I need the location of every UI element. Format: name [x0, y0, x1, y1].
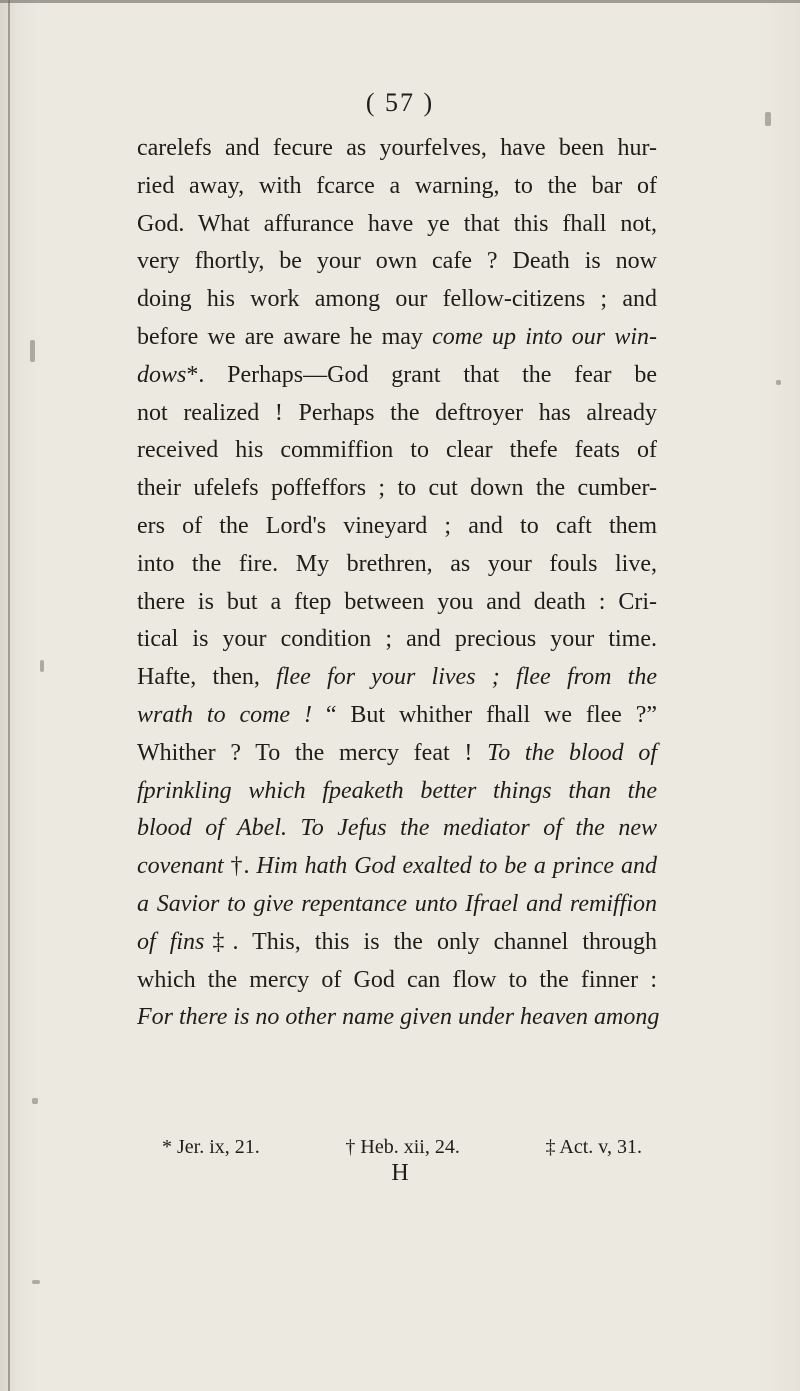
- text-line: [137, 924, 657, 962]
- italic-run: a Savior to give repentance unto Ifrael and remiffion: [137, 890, 657, 917]
- text-line: [137, 659, 657, 697]
- text-run: Whither ? To the mercy feat !: [137, 739, 488, 766]
- text-line: [137, 735, 657, 773]
- text-run: tical is your condition ; and precious your time.: [137, 626, 657, 653]
- text-run: which the mercy of God can flow to the finner :: [137, 966, 657, 993]
- text-run: their ufelefs poffeffors ; to cut down the cumber-: [137, 475, 657, 502]
- text-line: [137, 508, 657, 546]
- italic-run: come up into our win-: [432, 323, 657, 350]
- text-run: not realized ! Perhaps the deftroyer has already: [137, 399, 657, 426]
- text-line: [137, 810, 657, 848]
- top-edge-rule: [0, 0, 800, 3]
- text-line: [137, 168, 657, 206]
- italic-run: of fins: [137, 928, 205, 955]
- text-line: [137, 470, 657, 508]
- text-line: [137, 357, 657, 395]
- text-run: †.: [223, 853, 257, 880]
- text-run: ‡. This, this is the only channel through: [204, 928, 657, 955]
- text-line: [137, 281, 657, 319]
- margin-speck: [765, 112, 771, 126]
- text-line: [137, 432, 657, 470]
- margin-speck: [776, 380, 781, 385]
- page-number: ( 57 ): [365, 88, 435, 117]
- italic-run: wrath to come !: [137, 701, 312, 728]
- margin-speck: [30, 340, 35, 362]
- footnote: * Jer. ix, 21.: [162, 1136, 260, 1158]
- text-run: into the fire. My brethren, as your fouls live,: [137, 550, 657, 577]
- footnote: † Heb. xii, 24.: [345, 1136, 460, 1158]
- italic-run: For there is no other name given under heaven among: [137, 1004, 660, 1031]
- text-line: [137, 999, 660, 1037]
- text-line: [137, 962, 657, 1000]
- text-line: [137, 886, 657, 924]
- text-run: ers of the Lord's vineyard ; and to caft them: [137, 512, 657, 539]
- text-run: ried away, with fcarce a warning, to the bar of: [137, 172, 657, 199]
- italic-run: blood of Abel. To Jefus the mediator of the new: [137, 815, 657, 842]
- footnotes: [162, 1136, 642, 1159]
- text-run: before we are aware he may: [137, 323, 433, 350]
- text-line: [137, 773, 657, 811]
- text-run: carelefs and fecure as yourfelves, have been hur-: [137, 135, 657, 161]
- text-run: doing his work among our fellow-citizens ; and: [137, 286, 657, 313]
- margin-speck: [40, 660, 44, 672]
- text-run: there is but a ftep between you and death : Cri-: [137, 588, 657, 615]
- text-line: [137, 319, 657, 357]
- text-line: [137, 848, 657, 886]
- italic-run: fprinkling which fpeaketh better things than the: [137, 777, 657, 804]
- text-run: “ But whither fhall we flee ?”: [311, 701, 658, 728]
- text-line: [137, 546, 657, 584]
- text-run: received his commiffion to clear thefe feats of: [137, 437, 657, 464]
- italic-run: flee for your lives ; flee from the: [276, 664, 657, 691]
- text-line: [137, 395, 657, 433]
- footnote: ‡ Act. v, 31.: [545, 1136, 642, 1158]
- body-text: [137, 130, 660, 1037]
- italic-run: To the blood of: [487, 739, 657, 766]
- italic-run: Him hath God exalted to be a prince and: [256, 853, 658, 880]
- text-line: [137, 243, 657, 281]
- signature-mark: H: [391, 1160, 409, 1186]
- text-line: [137, 697, 657, 735]
- italic-run: dows: [137, 361, 187, 388]
- text-run: Hafte, then,: [137, 664, 277, 691]
- text-line: [137, 206, 657, 244]
- margin-speck: [32, 1280, 40, 1284]
- text-line: [137, 584, 657, 622]
- text-run: God. What affurance have ye that this fhall not,: [137, 210, 657, 237]
- text-run: very fhortly, be your own cafe ? Death is now: [137, 248, 657, 275]
- text-line: [137, 130, 657, 168]
- text-line: [137, 621, 657, 659]
- margin-speck: [32, 1098, 38, 1104]
- italic-run: covenant: [137, 853, 224, 880]
- text-run: *. Perhaps—God grant that the fear be: [186, 361, 657, 388]
